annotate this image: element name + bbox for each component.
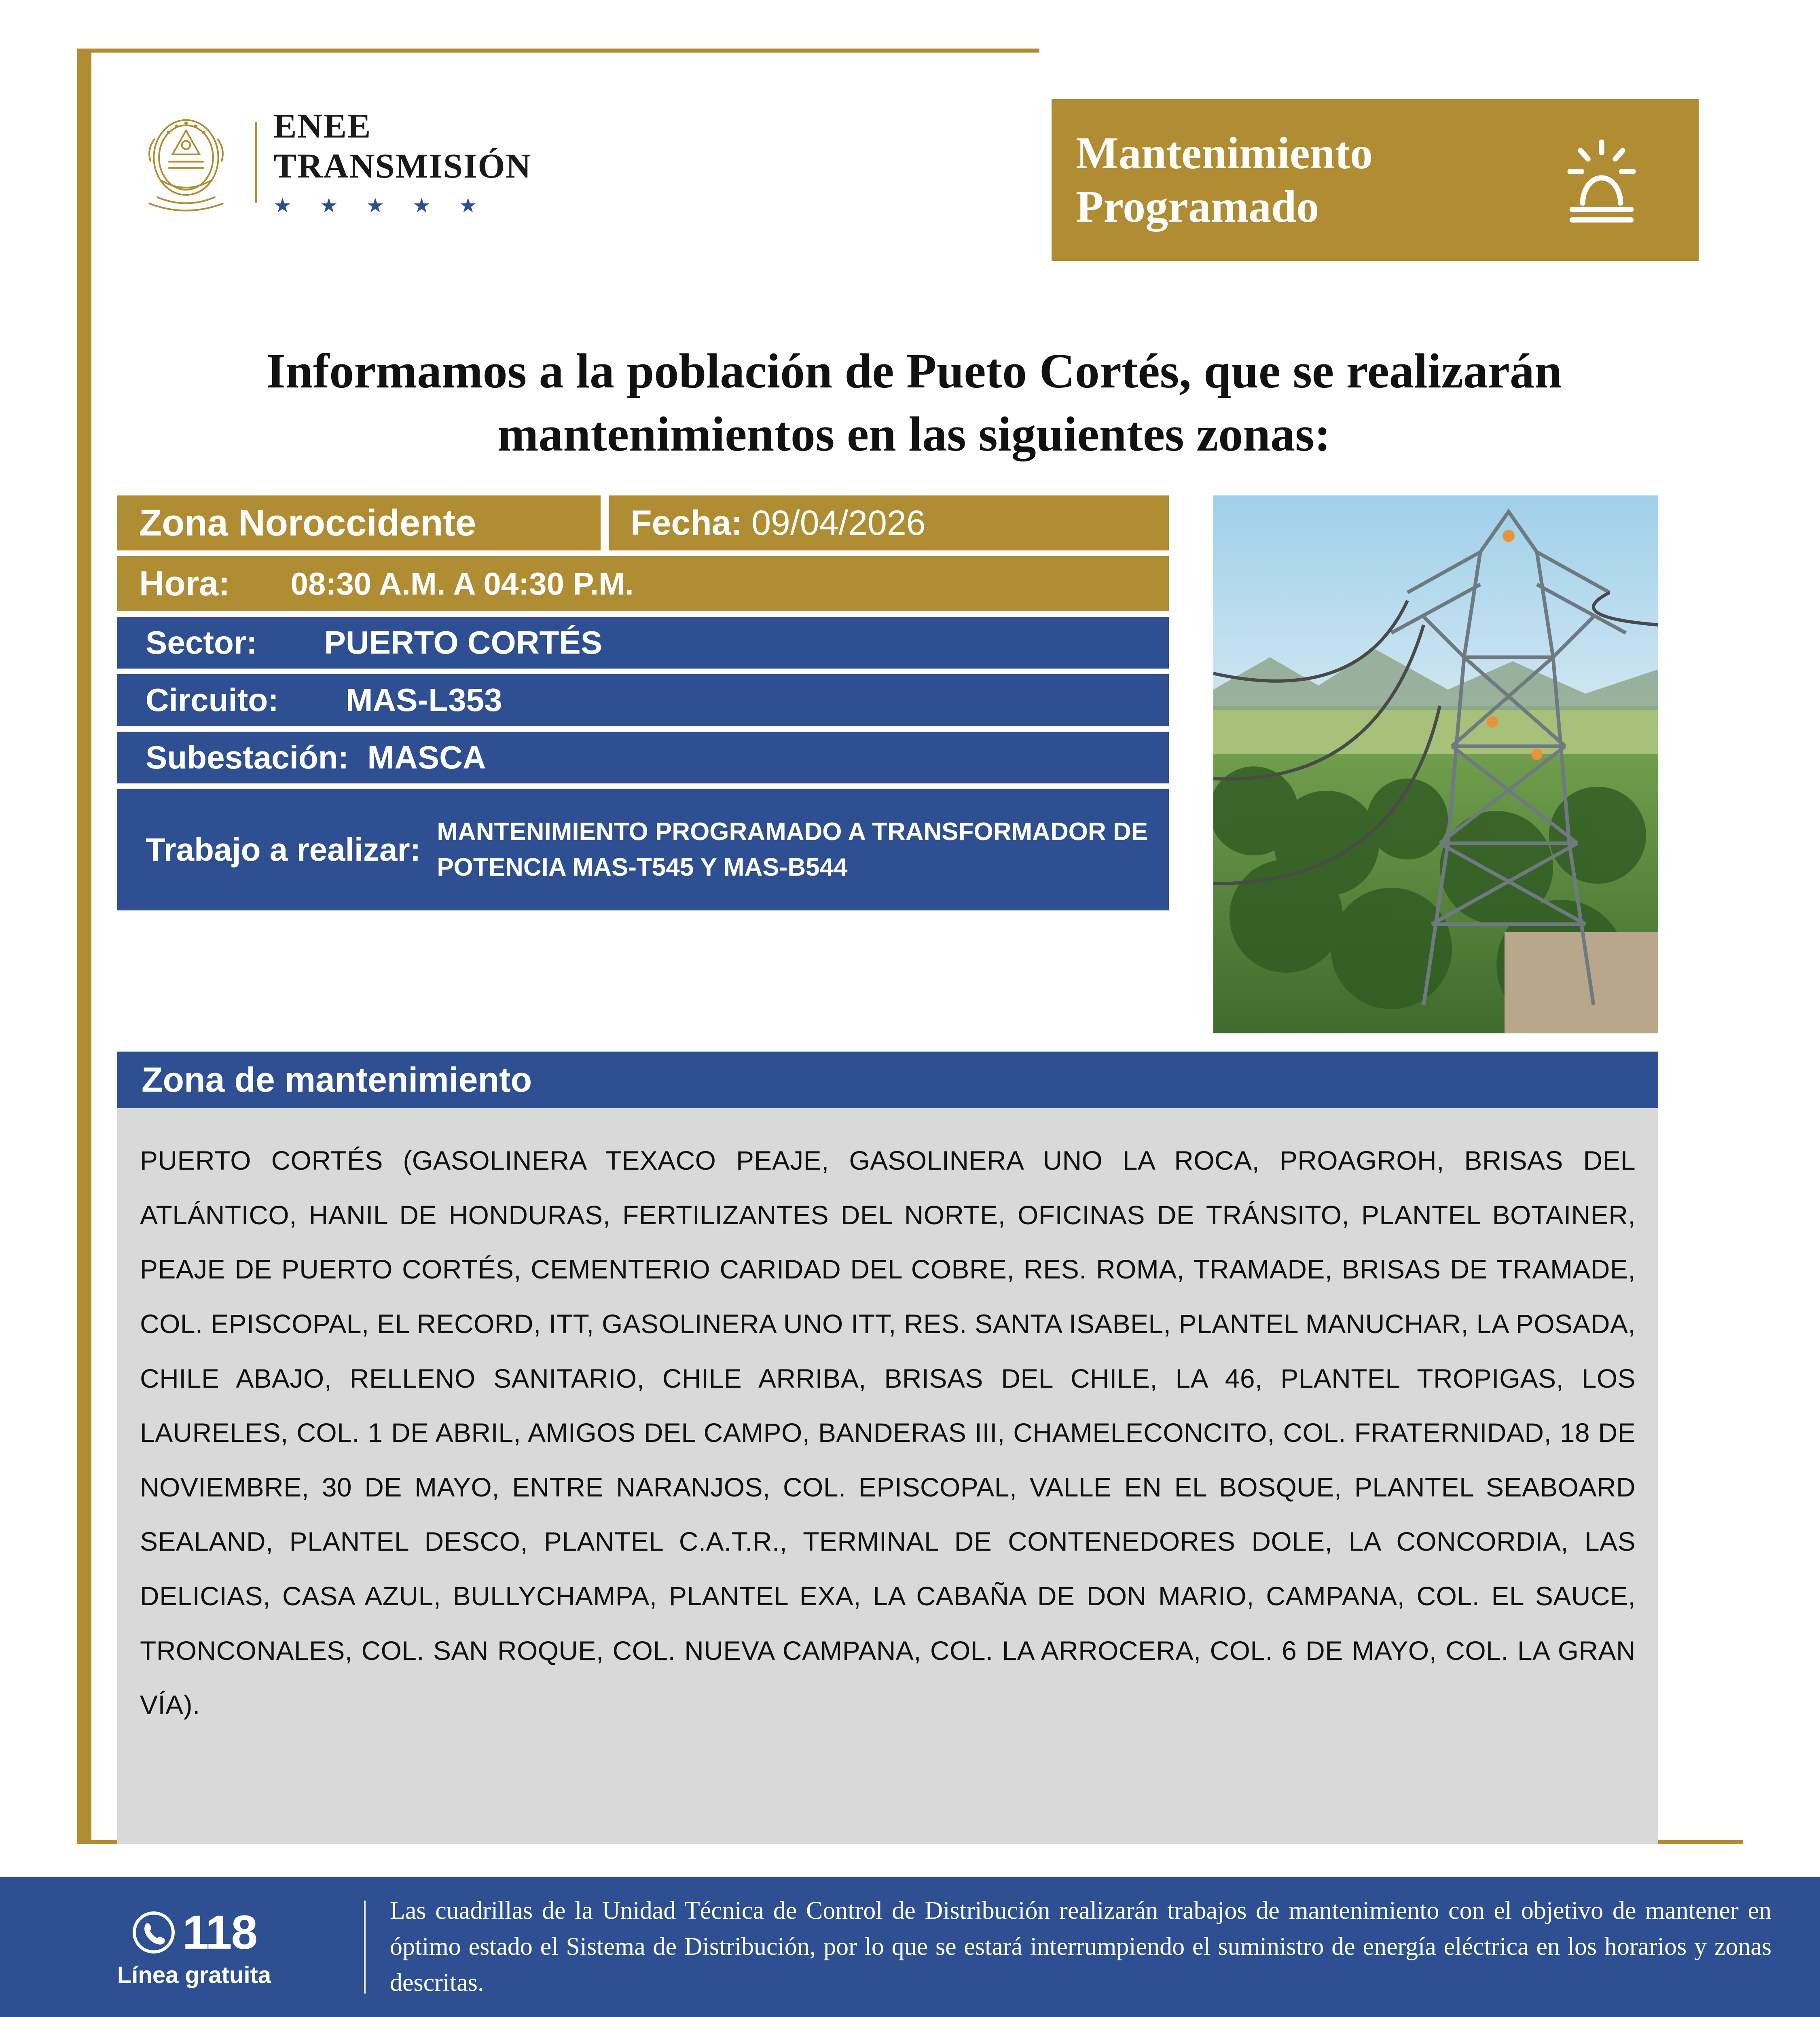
row-sector: [117, 617, 1169, 669]
phone-icon: [131, 1910, 176, 1955]
substation-cell: [117, 732, 1169, 783]
circuit-label: Circuito:: [146, 682, 279, 718]
hour-label: Hora:: [139, 564, 230, 603]
sector-value: PUERTO CORTÉS: [324, 624, 603, 660]
footer-phone-block: [0, 1905, 364, 1989]
zone-section-text: PUERTO CORTÉS (GASOLINERA TEXACO PEAJE, GASOLINERA UNO LA ROCA, PROAGROH, BRISAS DEL ATLÁNTICO, HANIL DE HONDURAS, FERTILIZANTES DEL NORTE, OFICINAS DE TRÁNSITO, PLANTEL BOTAINER, PEAJE DE PUERTO CORTÉS, CEMENTERIO CARIDAD DEL COBRE, RES. ROMA, TRAMADE, BRISAS DE TRAMADE, COL. EPISCOPAL, EL RECORD, ITT, GASOLINERA UNO ITT, RES. SANTA ISABEL, PLANTEL MANUCHAR, LA POSADA, CHILE ABAJO, RELLENO SANITARIO, CHILE ARRIBA, BRISAS DEL CHILE, LA 46, PLANTEL TROPIGAS, LOS LAURELES, COL. 1 DE ABRIL, AMIGOS DEL CAMPO, BANDERAS III, CHAMELECONCITO, COL. FRATERNIDAD, 18 DE NOVIEMBRE, 30 DE MAYO, ENTRE NARANJOS, COL. EPISCOPAL, VALLE EN EL BOSQUE, PLANTEL SEABOARD SEALAND, PLANTEL DESCO, PLANTEL C.A.T.R., TERMINAL DE CONTENEDORES DOLE, LA CONCORDIA, LAS DELICIAS, CASA AZUL, BULLYCHAMPA, PLANTEL EXA, LA CABAÑA DE DON MARIO, CAMPANA, COL. EL SAUCE, TRONCONALES, COL. SAN ROQUE, COL. NUEVA CAMPANA, COL. LA ARROCERA, COL. 6 DE MAYO, COL. LA GRAN VÍA).: [140, 1145, 1636, 1720]
work-label: Trabajo a realizar:: [146, 832, 421, 868]
zone-section-title: Zona de mantenimiento: [117, 1052, 1658, 1108]
footer-divider: [364, 1901, 366, 1994]
substation-value: MASCA: [367, 739, 486, 775]
date-label: Fecha:: [631, 503, 743, 542]
row-hour: [117, 556, 1169, 611]
honduras-crest-icon: [133, 108, 239, 217]
logo-stars: ★ ★ ★ ★ ★: [273, 194, 489, 217]
transmission-tower-photo: [1213, 495, 1658, 1033]
logo-text: [273, 107, 531, 217]
row-zone-date: [117, 495, 1169, 550]
maintenance-badge-line-2: Programado: [1076, 182, 1319, 232]
footer-phone-top: [131, 1905, 257, 1960]
footer-disclaimer: Las cuadrillas de la Unidad Técnica de Control de Distribución realizarán trabajos de mantenimiento con el objetivo de mantener en óptimo estado el Sistema de Distribución, por lo que se estará interrumpiendo el suministro de energía eléctrica en los horarios y zonas descritas.: [390, 1896, 1771, 1997]
maintenance-badge: [1052, 99, 1699, 261]
circuit-value: MAS-L353: [345, 682, 502, 718]
row-circuit: [117, 674, 1169, 726]
zone-label: Zona Noroccidente: [117, 495, 601, 550]
row-work: [117, 789, 1169, 910]
logo-line-2: TRANSMISIÓN: [273, 146, 532, 185]
enee-logo: [133, 107, 531, 217]
sector-cell: [117, 617, 1169, 669]
hour-cell: [117, 556, 1169, 611]
work-cell: [117, 789, 1169, 910]
maintenance-badge-line-1: Mantenimiento: [1076, 128, 1373, 178]
footer: [0, 1877, 1820, 2017]
maintenance-badge-text: [1076, 127, 1373, 233]
work-value: MANTENIMIENTO PROGRAMADO A TRANSFORMADOR DE POTENCIA MAS-T545 Y MAS-B544: [437, 817, 1148, 881]
zone-section-body: [117, 1108, 1658, 1844]
footer-phone-number[interactable]: 118: [182, 1906, 257, 1959]
logo-divider: [255, 122, 257, 203]
headline: Informamos a la población de Pueto Cortés, que se realizarán mantenimientos en las siguientes zonas:: [266, 344, 1562, 462]
circuit-cell: [117, 674, 1169, 726]
footer-phone-caption: Línea gratuita: [117, 1962, 271, 1988]
date-cell: [609, 495, 1169, 550]
substation-label: Subestación:: [146, 739, 349, 775]
siren-icon: [1549, 127, 1654, 233]
hour-value: 08:30 A.M. A 04:30 P.M.: [290, 565, 634, 601]
info-table: [117, 495, 1169, 916]
row-substation: [117, 732, 1169, 783]
logo-line-1: ENEE: [273, 106, 372, 145]
sector-label: Sector:: [146, 624, 257, 660]
frame-left-bar: [77, 49, 91, 1844]
date-value: 09/04/2026: [751, 503, 926, 542]
